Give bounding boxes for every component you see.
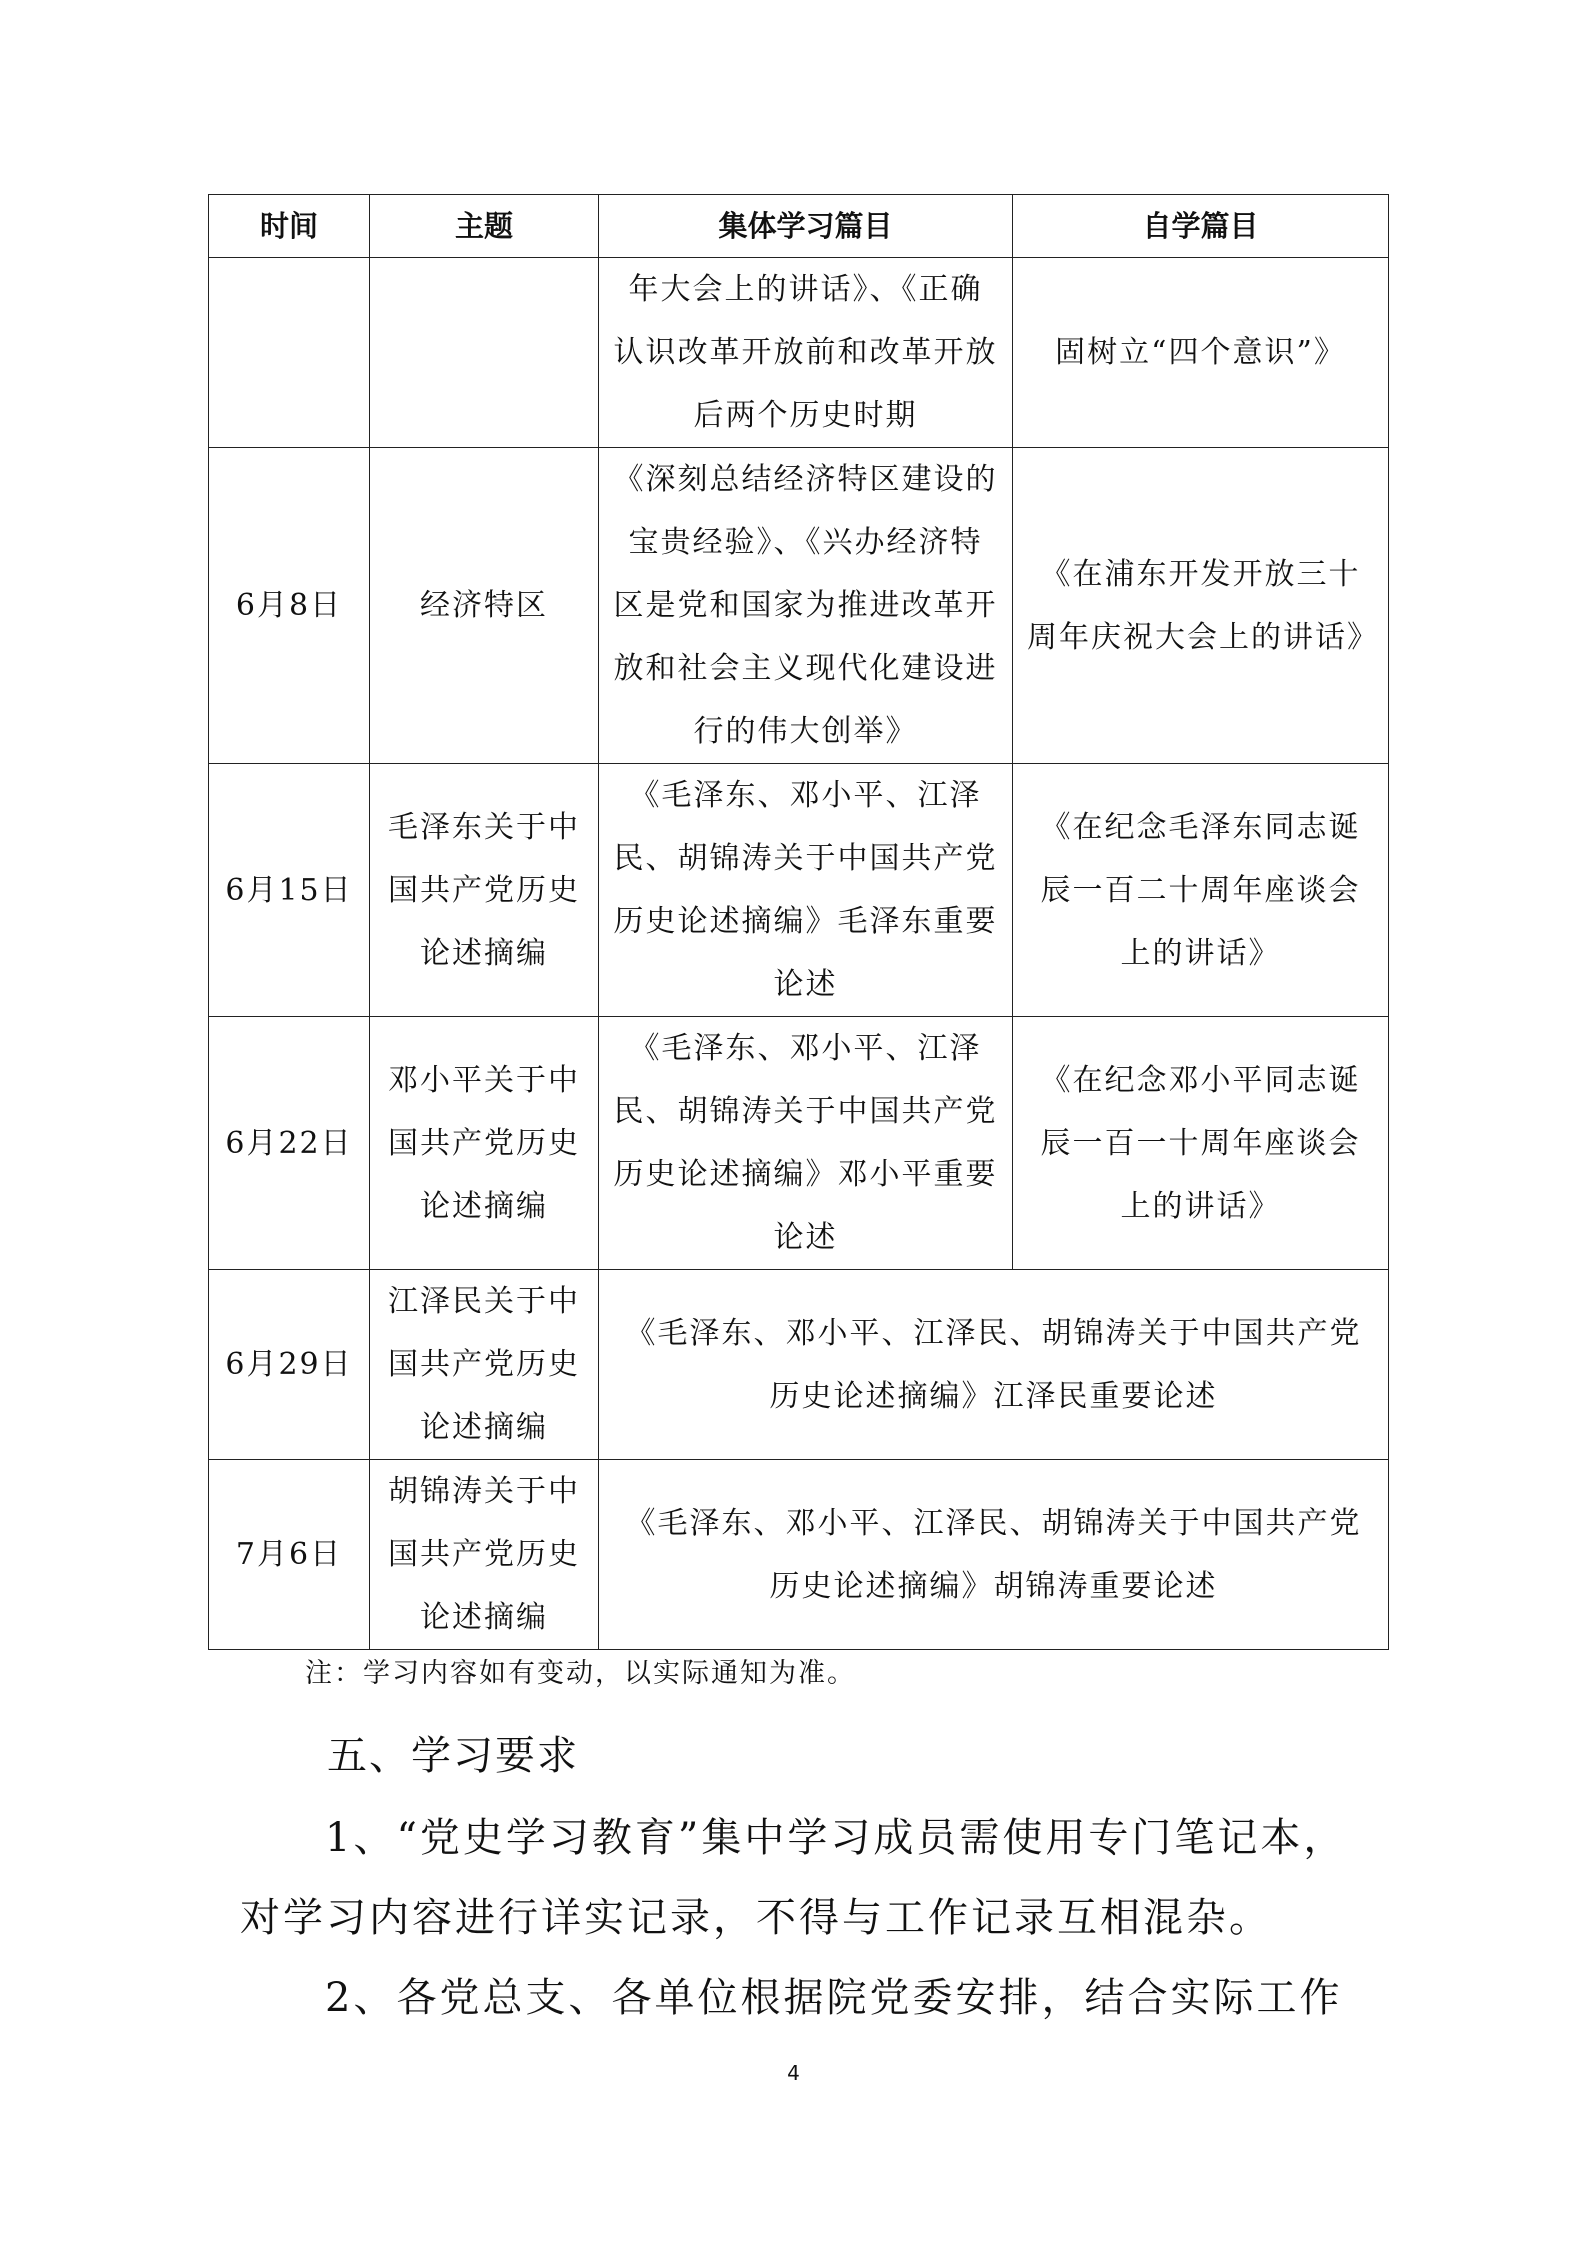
cell-group-study: 年大会上的讲话》、《正确认识改革开放前和改革开放后两个历史时期 <box>599 258 1013 448</box>
table-row <box>209 764 1389 1017</box>
cell-date: 6月8日 <box>209 448 370 764</box>
cell-group-study: 《毛泽东、邓小平、江泽民、胡锦涛关于中国共产党历史论述摘编》毛泽东重要论述 <box>599 764 1013 1017</box>
header-group-study: 集体学习篇目 <box>599 195 1013 258</box>
paragraph-requirement-1: 1、“党史学习教育”集中学习成员需使用专门笔记本，对学习内容进行详实记录，不得与工作记录互相混杂。 <box>240 1815 1347 1941</box>
cell-topic: 胡锦涛关于中国共产党历史论述摘编 <box>370 1460 599 1650</box>
table-row <box>209 1017 1389 1270</box>
cell-date: 6月15日 <box>209 764 370 1017</box>
cell-date: 7月6日 <box>209 1460 370 1650</box>
cell-self-study: 《在纪念毛泽东同志诞辰一百二十周年座谈会上的讲话》 <box>1013 764 1389 1017</box>
cell-group-study: 《深刻总结经济特区建设的宝贵经验》、《兴办经济特区是党和国家为推进改革开放和社会主义现代化建设进行的伟大创举》 <box>599 448 1013 764</box>
cell-topic <box>370 258 599 448</box>
study-schedule-table <box>208 194 1389 1650</box>
header-time: 时间 <box>209 195 370 258</box>
cell-group-study: 《毛泽东、邓小平、江泽民、胡锦涛关于中国共产党历史论述摘编》邓小平重要论述 <box>599 1017 1013 1270</box>
cell-topic: 邓小平关于中国共产党历史论述摘编 <box>370 1017 599 1270</box>
table-note: 注：学习内容如有变动，以实际通知为准。 <box>305 1658 856 1689</box>
table-row <box>209 258 1389 448</box>
cell-self-study: 《在浦东开发开放三十周年庆祝大会上的讲话》 <box>1013 448 1389 764</box>
table-header-row <box>209 195 1389 258</box>
table-row <box>209 1270 1389 1460</box>
cell-merged-study: 《毛泽东、邓小平、江泽民、胡锦涛关于中国共产党历史论述摘编》江泽民重要论述 <box>599 1270 1389 1460</box>
header-self-study: 自学篇目 <box>1013 195 1389 258</box>
paragraph-requirement-2: 2、各党总支、各单位根据院党委安排，结合实际工作 <box>325 1975 1343 2021</box>
cell-topic: 经济特区 <box>370 448 599 764</box>
page-number: 4 <box>787 2061 800 2085</box>
cell-topic: 毛泽东关于中国共产党历史论述摘编 <box>370 764 599 1017</box>
cell-merged-study: 《毛泽东、邓小平、江泽民、胡锦涛关于中国共产党历史论述摘编》胡锦涛重要论述 <box>599 1460 1389 1650</box>
section-heading: 五、学习要求 <box>327 1733 579 1779</box>
cell-topic: 江泽民关于中国共产党历史论述摘编 <box>370 1270 599 1460</box>
table-row <box>209 1460 1389 1650</box>
cell-self-study: 《在纪念邓小平同志诞辰一百一十周年座谈会上的讲话》 <box>1013 1017 1389 1270</box>
cell-date: 6月22日 <box>209 1017 370 1270</box>
table-row <box>209 448 1389 764</box>
header-topic: 主题 <box>370 195 599 258</box>
cell-self-study: 固树立“四个意识”》 <box>1013 258 1389 448</box>
cell-date: 6月29日 <box>209 1270 370 1460</box>
cell-date <box>209 258 370 448</box>
